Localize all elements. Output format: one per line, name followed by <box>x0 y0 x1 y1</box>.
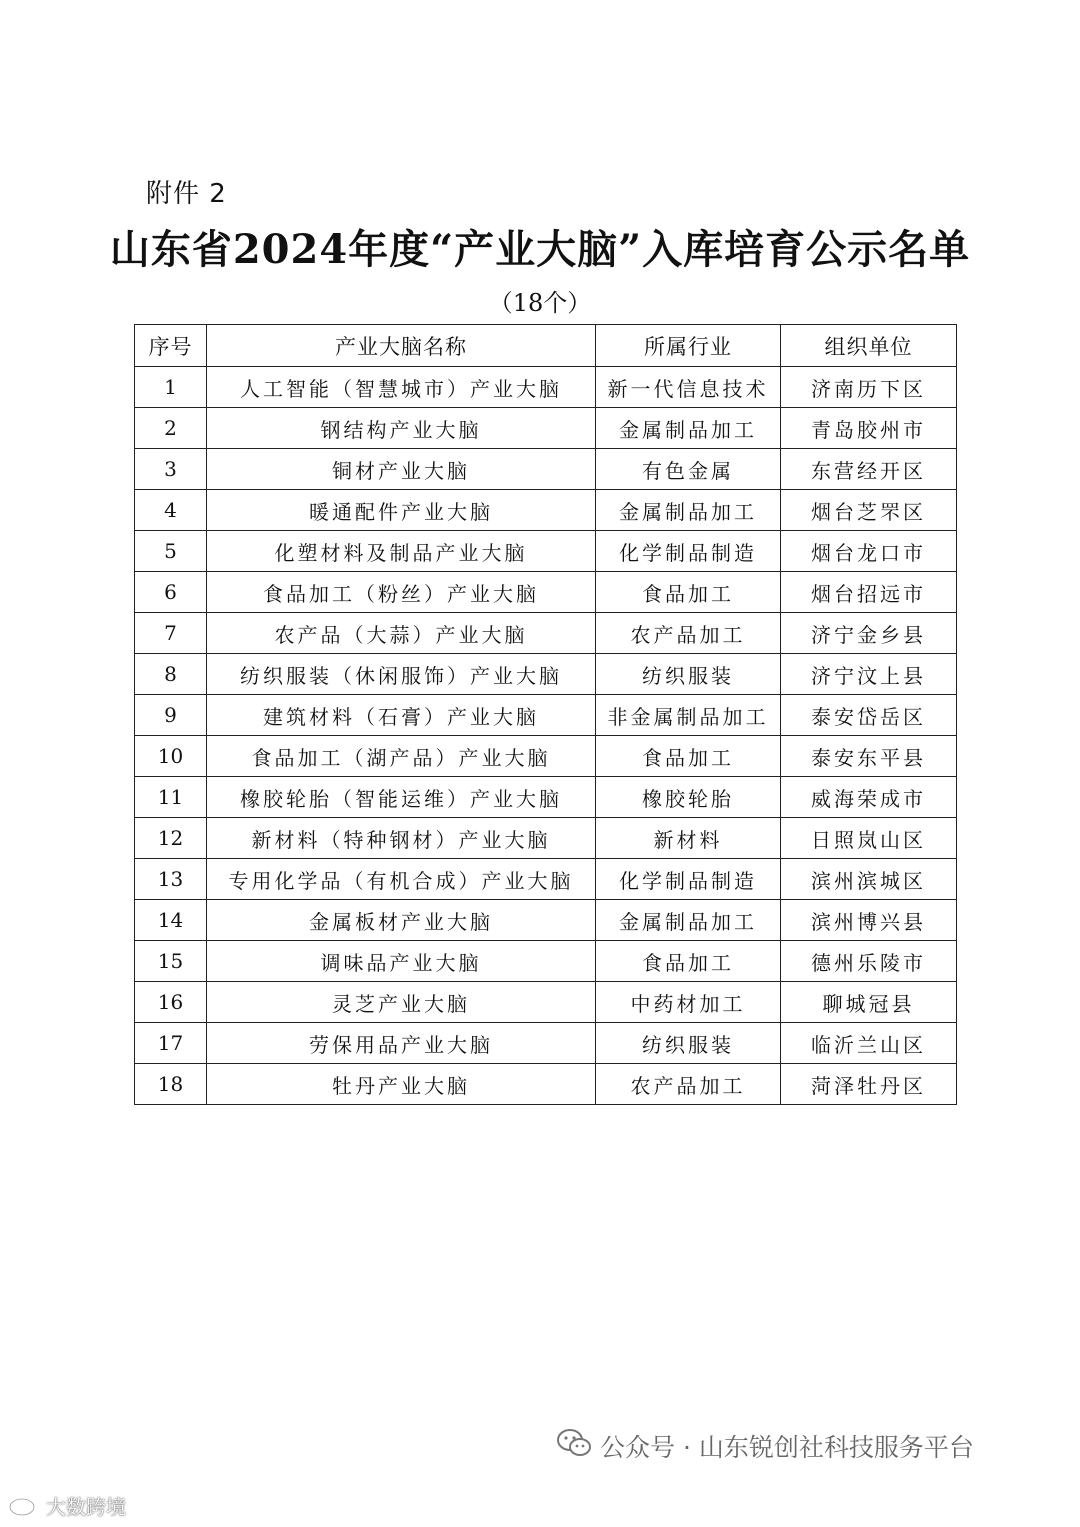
industry-cell: 金属制品加工 <box>596 408 781 449</box>
column-header-organization: 组织单位 <box>781 325 957 367</box>
organization-cell: 泰安东平县 <box>781 736 957 777</box>
account-watermark-text: 公众号 · 山东锐创社科技服务平台 <box>600 1433 974 1462</box>
table-row <box>135 818 957 859</box>
row-index-cell: 18 <box>135 1064 207 1105</box>
row-index-cell: 6 <box>135 572 207 613</box>
organization-cell: 德州乐陵市 <box>781 941 957 982</box>
organization-cell: 东营经开区 <box>781 449 957 490</box>
industry-cell: 有色金属 <box>596 449 781 490</box>
industry-cell: 化学制品制造 <box>596 859 781 900</box>
brain-name-cell: 劳保用品产业大脑 <box>207 1023 596 1064</box>
brain-name-cell: 钢结构产业大脑 <box>207 408 596 449</box>
brain-name-cell: 农产品（大蒜）产业大脑 <box>207 613 596 654</box>
column-header-industry: 所属行业 <box>596 325 781 367</box>
table-row <box>135 613 957 654</box>
industry-cell: 新一代信息技术 <box>596 367 781 408</box>
table-row <box>135 982 957 1023</box>
brain-name-cell: 暖通配件产业大脑 <box>207 490 596 531</box>
table-row <box>135 900 957 941</box>
row-index-cell: 17 <box>135 1023 207 1064</box>
organization-cell: 日照岚山区 <box>781 818 957 859</box>
row-index-cell: 13 <box>135 859 207 900</box>
industry-cell: 农产品加工 <box>596 1064 781 1105</box>
brain-name-cell: 化塑材料及制品产业大脑 <box>207 531 596 572</box>
industry-cell: 食品加工 <box>596 736 781 777</box>
list-table <box>134 324 957 1105</box>
weibo-logo-icon <box>8 1492 42 1522</box>
brain-name-cell: 牡丹产业大脑 <box>207 1064 596 1105</box>
row-index-cell: 8 <box>135 654 207 695</box>
row-index-cell: 14 <box>135 900 207 941</box>
industry-cell: 非金属制品加工 <box>596 695 781 736</box>
industry-cell: 纺织服装 <box>596 1023 781 1064</box>
industry-cell: 新材料 <box>596 818 781 859</box>
organization-cell: 威海荣成市 <box>781 777 957 818</box>
brain-name-cell: 调味品产业大脑 <box>207 941 596 982</box>
row-index-cell: 12 <box>135 818 207 859</box>
organization-cell: 滨州博兴县 <box>781 900 957 941</box>
table-row <box>135 572 957 613</box>
organization-cell: 菏泽牡丹区 <box>781 1064 957 1105</box>
organization-cell: 青岛胶州市 <box>781 408 957 449</box>
organization-cell: 烟台龙口市 <box>781 531 957 572</box>
brain-name-cell: 专用化学品（有机合成）产业大脑 <box>207 859 596 900</box>
source-watermark-text: 大数跨境 <box>46 1495 126 1519</box>
column-header-index: 序号 <box>135 325 207 367</box>
wechat-logo-icon <box>556 1428 592 1468</box>
table-row <box>135 1023 957 1064</box>
industry-cell: 中药材加工 <box>596 982 781 1023</box>
organization-cell: 烟台芝罘区 <box>781 490 957 531</box>
industry-cell: 金属制品加工 <box>596 900 781 941</box>
row-index-cell: 4 <box>135 490 207 531</box>
source-watermark <box>8 1492 126 1522</box>
row-index-cell: 7 <box>135 613 207 654</box>
brain-name-cell: 铜材产业大脑 <box>207 449 596 490</box>
item-count: （18个） <box>488 289 592 317</box>
organization-cell: 济宁金乡县 <box>781 613 957 654</box>
organization-cell: 滨州滨城区 <box>781 859 957 900</box>
industry-cell: 食品加工 <box>596 941 781 982</box>
row-index-cell: 5 <box>135 531 207 572</box>
brain-name-cell: 食品加工（粉丝）产业大脑 <box>207 572 596 613</box>
attachment-label: 附件 2 <box>146 179 227 209</box>
table-row <box>135 490 957 531</box>
table-row <box>135 367 957 408</box>
industry-cell: 橡胶轮胎 <box>596 777 781 818</box>
table-row <box>135 941 957 982</box>
table-row <box>135 859 957 900</box>
row-index-cell: 1 <box>135 367 207 408</box>
row-index-cell: 9 <box>135 695 207 736</box>
brain-name-cell: 食品加工（湖产品）产业大脑 <box>207 736 596 777</box>
row-index-cell: 3 <box>135 449 207 490</box>
organization-cell: 聊城冠县 <box>781 982 957 1023</box>
brain-name-cell: 人工智能（智慧城市）产业大脑 <box>207 367 596 408</box>
account-watermark <box>556 1428 974 1468</box>
table-row <box>135 777 957 818</box>
industry-cell: 金属制品加工 <box>596 490 781 531</box>
organization-cell: 济宁汶上县 <box>781 654 957 695</box>
brain-name-cell: 纺织服装（休闲服饰）产业大脑 <box>207 654 596 695</box>
organization-cell: 临沂兰山区 <box>781 1023 957 1064</box>
organization-cell: 烟台招远市 <box>781 572 957 613</box>
table-row <box>135 531 957 572</box>
table-row <box>135 695 957 736</box>
row-index-cell: 16 <box>135 982 207 1023</box>
industry-cell: 化学制品制造 <box>596 531 781 572</box>
table-body <box>135 367 957 1105</box>
table-row <box>135 1064 957 1105</box>
organization-cell: 济南历下区 <box>781 367 957 408</box>
brain-name-cell: 新材料（特种钢材）产业大脑 <box>207 818 596 859</box>
organization-cell: 泰安岱岳区 <box>781 695 957 736</box>
industry-cell: 纺织服装 <box>596 654 781 695</box>
row-index-cell: 2 <box>135 408 207 449</box>
row-index-cell: 10 <box>135 736 207 777</box>
brain-name-cell: 灵芝产业大脑 <box>207 982 596 1023</box>
table-row <box>135 736 957 777</box>
industry-cell: 农产品加工 <box>596 613 781 654</box>
row-index-cell: 11 <box>135 777 207 818</box>
page-title: 山东省2024年度“产业大脑”入库培育公示名单 <box>109 226 971 273</box>
brain-name-cell: 建筑材料（石膏）产业大脑 <box>207 695 596 736</box>
table-header-row <box>135 325 957 367</box>
table-row <box>135 654 957 695</box>
brain-name-cell: 橡胶轮胎（智能运维）产业大脑 <box>207 777 596 818</box>
industry-cell: 食品加工 <box>596 572 781 613</box>
row-index-cell: 15 <box>135 941 207 982</box>
table-row <box>135 408 957 449</box>
column-header-name: 产业大脑名称 <box>207 325 596 367</box>
table-row <box>135 449 957 490</box>
brain-name-cell: 金属板材产业大脑 <box>207 900 596 941</box>
